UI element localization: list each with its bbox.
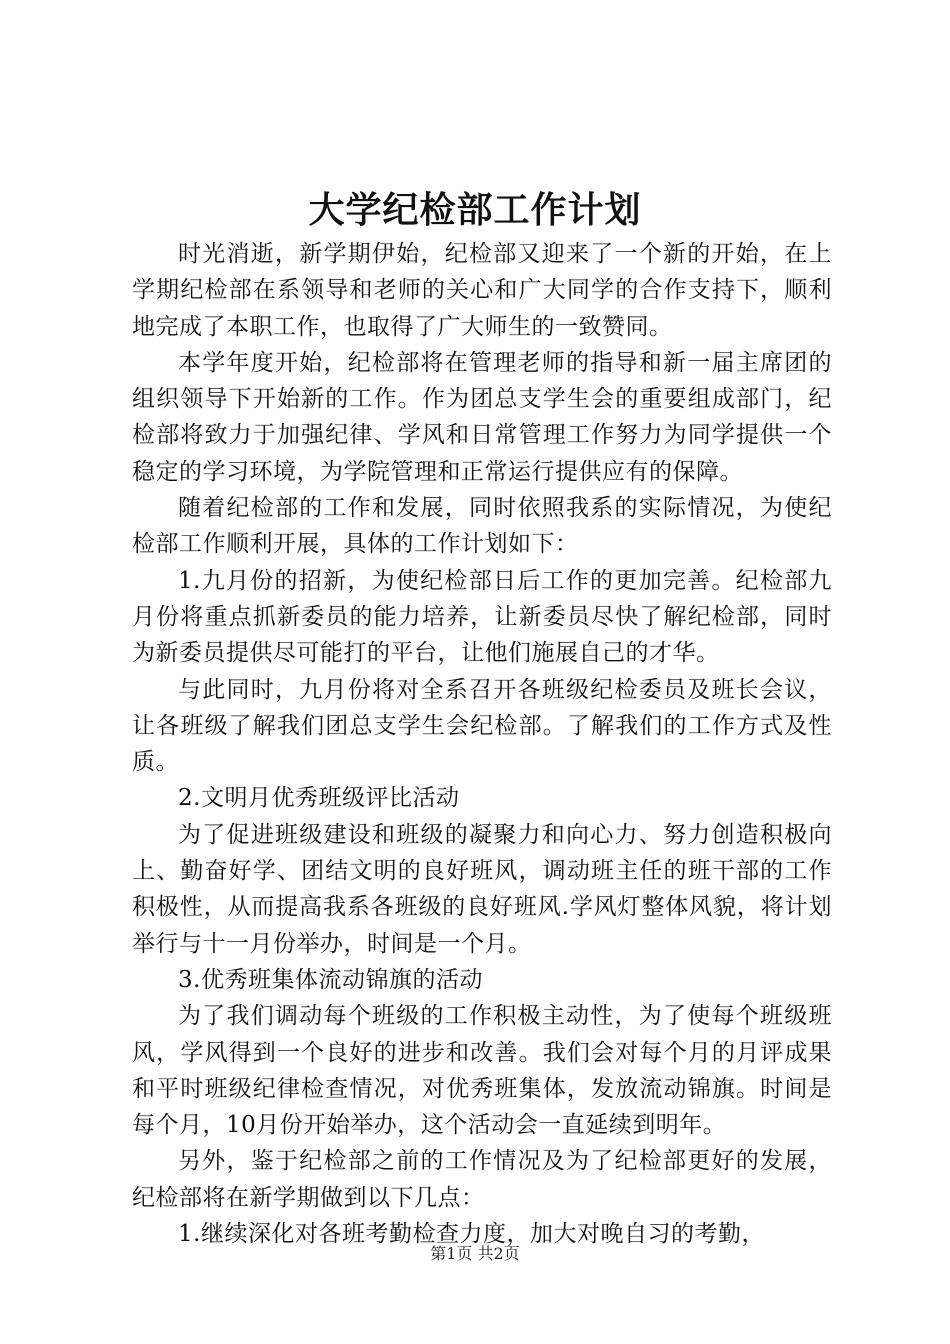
document-body xyxy=(132,236,832,1252)
page-footer: 第1页 共2页 xyxy=(430,1244,520,1263)
paragraph-additional: 另外，鉴于纪检部之前的工作情况及为了纪检部更好的发展，纪检部将在新学期做到以下几点： xyxy=(132,1148,832,1211)
paragraph-item-2-body: 为了促进班级建设和班级的凝聚力和向心力、努力创造积极向上、勤奋好学、团结文明的良好班风，调动班主任的班干部的工作积极性，从而提高我系各班级的良好班风.学风灯整体风貌，将计划举行与十一月份举办，时间是一个月。 xyxy=(132,821,832,957)
paragraph-intro: 时光消逝，新学期伊始，纪检部又迎来了一个新的开始，在上学期纪检部在系领导和老师的关心和广大同学的合作支持下，顺利地完成了本职工作，也取得了广大师生的一致赞同。 xyxy=(132,241,832,340)
paragraph-item-1: 1.九月份的招新，为使纪检部日后工作的更加完善。纪检部九月份将重点抓新委员的能力培养，让新委员尽快了解纪检部，同时为新委员提供尽可能打的平台，让他们施展自己的才华。 xyxy=(132,567,832,667)
paragraph-item-3-body: 为了我们调动每个班级的工作积极主动性，为了使每个班级班风，学风得到一个良好的进步和改善。我们会对每个月的月评成果和平时班级纪律检查情况，对优秀班集体，发放流动锦旗。时间是每个月，10月份开始举办，这个活动会一直延续到明年。 xyxy=(132,1003,832,1139)
paragraph-plan-intro: 随着纪检部的工作和发展，同时依照我系的实际情况，为使纪检部工作顺利开展，具体的工作计划如下： xyxy=(132,495,832,558)
paragraph-meeting: 与此同时，九月份将对全系召开各班级纪检委员及班长会议，让各班级了解我们团总支学生会纪检部。了解我们的工作方式及性质。 xyxy=(132,676,832,776)
paragraph-item-2-heading: 2.文明月优秀班级评比活动 xyxy=(178,785,460,812)
paragraph-point-1: 1.继续深化对各班考勤检查力度，加大对晚自习的考勤， xyxy=(178,1221,765,1248)
paragraph-item-3-heading: 3.优秀班集体流动锦旗的活动 xyxy=(178,966,483,993)
paragraph-new-term: 本学年度开始，纪检部将在管理老师的指导和新一届主席团的组织领导下开始新的工作。作为团总支学生会的重要组成部门，纪检部将致力于加强纪律、学风和日常管理工作努力为同学提供一个稳定的学习环境，为学院管理和正常运行提供应有的保障。 xyxy=(132,349,832,485)
document-title: 大学纪检部工作计划 xyxy=(308,189,642,231)
